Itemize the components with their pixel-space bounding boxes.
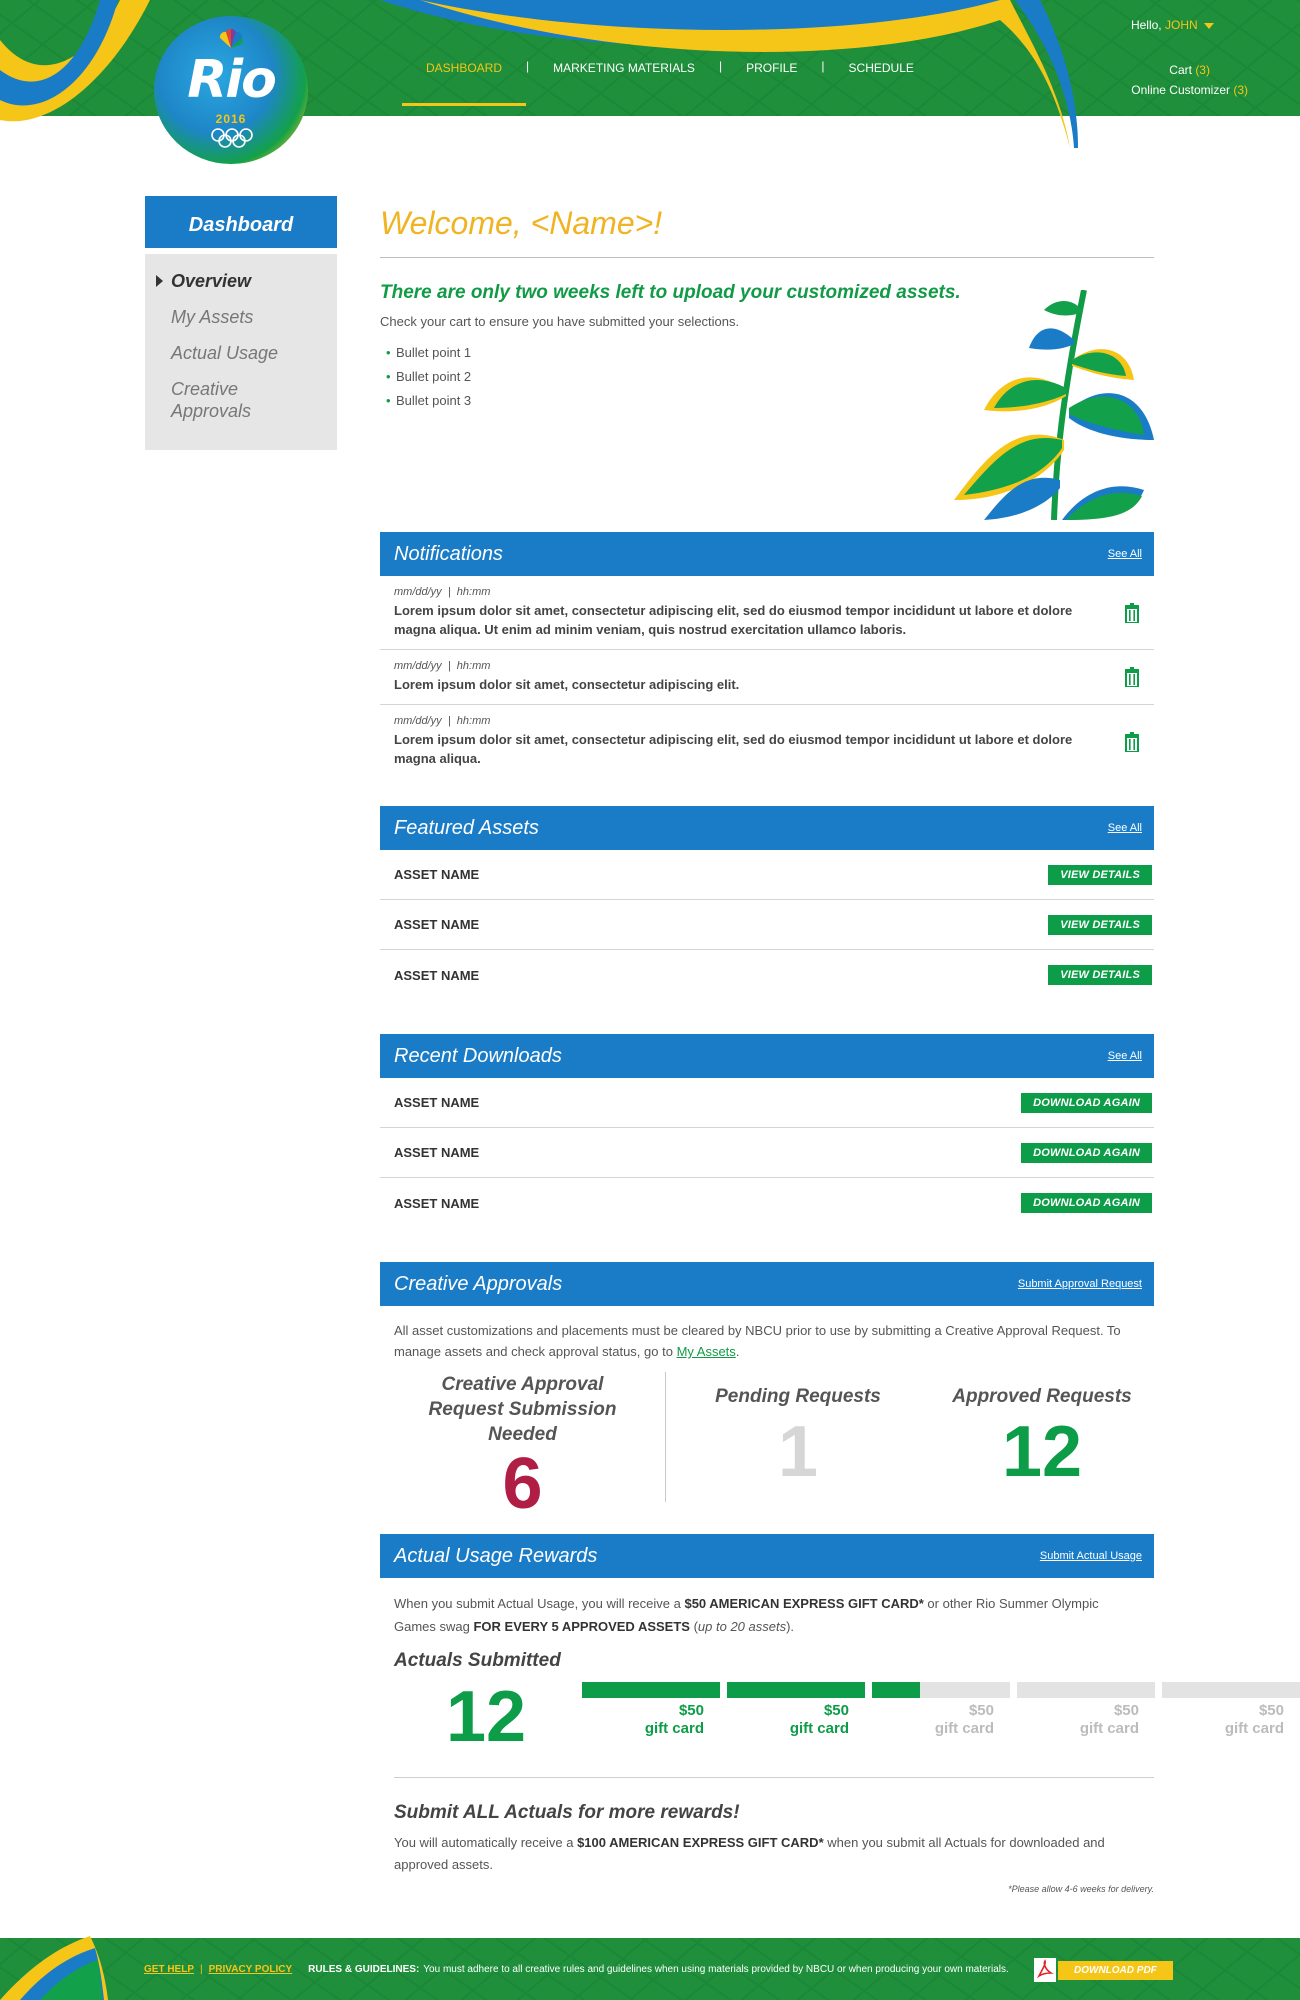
usage-text: When you submit Actual Usage, you will receive a: [394, 1596, 685, 1611]
notifications-list: [380, 576, 1154, 778]
list-item: • Bullet point 1: [380, 341, 1154, 365]
customizer-count: (3): [1233, 83, 1248, 97]
sidebar-item-overview[interactable]: Overview: [171, 270, 337, 292]
stat-pending: [666, 1372, 930, 1502]
gift-card-amount: $50: [968, 1702, 994, 1719]
trash-icon[interactable]: [1124, 732, 1140, 752]
caret-down-icon: [1204, 23, 1214, 29]
view-details-button[interactable]: VIEW DETAILS: [1048, 965, 1152, 985]
download-again-button[interactable]: DOWNLOAD AGAIN: [1021, 1093, 1152, 1113]
gift-card-text: gift card: [1079, 1720, 1139, 1737]
nav-marketing-materials[interactable]: MARKETING MATERIALS: [553, 61, 695, 75]
approvals-text-end: .: [735, 1344, 740, 1359]
stat-approved: [930, 1372, 1154, 1502]
gift-card-label: [1017, 1702, 1139, 1738]
cart-count: (3): [1195, 63, 1210, 77]
sidebar-item-creative-approvals[interactable]: Creative Approvals: [171, 379, 252, 421]
footer-separator: |: [200, 1963, 203, 1975]
reward-segment: [872, 1682, 1010, 1698]
sidebar-menu: [145, 254, 337, 450]
olympic-rings-icon: [210, 128, 254, 148]
asset-row: [380, 850, 1154, 900]
submit-approval-request-link[interactable]: Submit Approval Request: [1017, 1278, 1142, 1290]
sidebar: [145, 196, 337, 450]
usage-text-bold: FOR EVERY 5 APPROVED ASSETS: [473, 1619, 690, 1634]
asset-name: ASSET NAME: [394, 1195, 480, 1211]
asset-row: [380, 1078, 1154, 1128]
nav-separator: |: [821, 59, 825, 73]
reward-segment: [1017, 1682, 1155, 1698]
usage-text-italic: up to 20 assets: [697, 1619, 787, 1634]
notification-date: mm/dd/yy: [394, 715, 442, 727]
notification-time: hh:mm: [456, 660, 491, 672]
notification-time: hh:mm: [456, 715, 491, 727]
cart-link[interactable]: [1131, 60, 1248, 80]
reward-segment: [1162, 1682, 1300, 1698]
sidebar-item-my-assets[interactable]: My Assets: [171, 307, 254, 327]
logo-year: 2016: [215, 112, 247, 126]
greeting: Hello,: [1130, 18, 1162, 32]
all-text: You will automatically receive a: [394, 1835, 578, 1850]
notifications-see-all-link[interactable]: See All: [1107, 548, 1142, 560]
trash-icon[interactable]: [1124, 667, 1140, 687]
asset-name: ASSET NAME: [394, 1145, 480, 1160]
stat-label: Pending Requests: [715, 1386, 881, 1407]
gift-card-label: [1162, 1702, 1284, 1738]
reward-segment: [582, 1682, 720, 1698]
user-name: JOHN: [1164, 18, 1198, 32]
notification-message: Lorem ipsum dolor sit amet, consectetur adipiscing elit, sed do eiusmod tempor incididunt ut labore et dolore magna aliqua. Ut enim ad minim veniam, quis nostrud exercitation ullamco laboris.: [394, 603, 1073, 637]
nav-separator: |: [718, 59, 723, 73]
usage-text: ).: [786, 1619, 795, 1634]
main-content: [380, 196, 1284, 1894]
footer-swoosh-graphic: [0, 1916, 120, 2000]
featured-assets-title: Featured Assets: [394, 816, 539, 839]
rio-2016-logo[interactable]: [154, 16, 308, 164]
page-title: Welcome, <Name>!: [380, 196, 1154, 258]
actual-usage-header: [380, 1534, 1154, 1578]
stat-value: 1: [777, 1412, 819, 1492]
gift-card-text: gift card: [1224, 1720, 1284, 1737]
gift-card-label: [727, 1702, 849, 1738]
recent-downloads-header: [380, 1034, 1154, 1078]
usage-text-bold: $50 AMERICAN EXPRESS GIFT CARD*: [684, 1596, 924, 1611]
delivery-note: *Please allow 4-6 weeks for delivery.: [1008, 1884, 1154, 1894]
asset-row: [380, 1128, 1154, 1178]
all-actuals-title: Submit ALL Actuals for more rewards!: [394, 1802, 740, 1823]
my-assets-link[interactable]: My Assets: [676, 1344, 736, 1359]
meta-separator: |: [447, 586, 451, 598]
notifications-title: Notifications: [394, 542, 503, 565]
notification-message: Lorem ipsum dolor sit amet, consectetur adipiscing elit, sed do eiusmod tempor incididunt ut labore et dolore magna aliqua.: [394, 732, 1073, 766]
nav-schedule[interactable]: SCHEDULE: [848, 61, 914, 75]
gift-card-amount: $50: [1258, 1702, 1284, 1719]
gift-card-text: gift card: [789, 1720, 849, 1737]
meta-separator: |: [447, 660, 451, 672]
gift-card-label: [872, 1702, 994, 1738]
list-item: • Bullet point 2: [380, 365, 1154, 389]
notification-time: hh:mm: [456, 586, 491, 598]
reward-segment: [727, 1682, 865, 1698]
actuals-progress: [394, 1638, 1284, 1778]
usage-text: or other Rio Summer Olympic Games swag: [394, 1596, 1099, 1634]
actuals-value: 12: [446, 1677, 527, 1757]
rules-text: You must adhere to all creative rules and guidelines when using materials provided by NBCU or when producing your own materials.: [423, 1963, 1009, 1975]
asset-name: ASSET NAME: [394, 967, 480, 983]
footer-links: [144, 1938, 1009, 2000]
sidebar-title: Dashboard: [145, 196, 337, 254]
notification-item: [380, 576, 1154, 650]
stat-label: Creative Approval Request Submission Needed: [428, 1374, 617, 1445]
online-customizer-link[interactable]: [1131, 80, 1248, 100]
notification-item: [380, 705, 1154, 778]
notification-date: mm/dd/yy: [394, 586, 442, 598]
nav-profile[interactable]: PROFILE: [746, 61, 798, 75]
nbc-peacock-icon: [218, 28, 244, 50]
usage-description: [380, 1578, 1154, 1638]
user-menu[interactable]: [1131, 18, 1214, 32]
notifications-header: [380, 532, 1154, 576]
intro-headline: There are only two weeks left to upload your customized assets.: [380, 282, 961, 303]
site-footer: [0, 1938, 1300, 2000]
view-details-button[interactable]: VIEW DETAILS: [1048, 915, 1152, 935]
featured-see-all-link[interactable]: See All: [1107, 822, 1142, 834]
recent-downloads-title: Recent Downloads: [394, 1044, 562, 1067]
download-pdf-control[interactable]: [1034, 1958, 1173, 1982]
creative-approvals-title: Creative Approvals: [394, 1272, 563, 1295]
creative-approvals-header: [380, 1262, 1154, 1306]
gift-card-amount: $50: [1113, 1702, 1139, 1719]
asset-name: ASSET NAME: [394, 867, 480, 882]
approvals-text: All asset customizations and placements must be cleared by NBCU prior to use by submitting a Creative Approval Request. To manage assets and check approval status, go to: [394, 1323, 1121, 1359]
get-help-link[interactable]: GET HELP: [144, 1963, 195, 1975]
gift-card-amount: $50: [678, 1702, 704, 1719]
intro-section: [380, 282, 1154, 532]
main-nav: [402, 0, 938, 116]
approvals-description: [380, 1306, 1154, 1362]
sidebar-item-actual-usage[interactable]: Actual Usage: [171, 343, 279, 363]
usage-text: (: [689, 1619, 698, 1634]
gift-card-label: [582, 1702, 704, 1738]
downloads-see-all-link[interactable]: See All: [1107, 1050, 1142, 1062]
cart-info: [1131, 60, 1248, 100]
meta-separator: |: [447, 715, 451, 727]
rules-label: RULES & GUIDELINES:: [308, 1963, 420, 1975]
stat-submission-needed: [380, 1372, 666, 1524]
reward-segment-fill: [872, 1682, 920, 1698]
gift-card-text: gift card: [644, 1720, 704, 1737]
notification-message: Lorem ipsum dolor sit amet, consectetur adipiscing elit.: [394, 677, 740, 692]
privacy-policy-link[interactable]: PRIVACY POLICY: [208, 1963, 293, 1975]
stat-value: 12: [1001, 1412, 1083, 1492]
intro-subtext: Check your cart to ensure you have submitted your selections.: [380, 314, 740, 329]
gift-card-amount: $50: [823, 1702, 849, 1719]
download-again-button[interactable]: DOWNLOAD AGAIN: [1021, 1193, 1152, 1213]
actual-usage-title: Actual Usage Rewards: [394, 1544, 598, 1567]
leaf-illustration: [944, 290, 1154, 520]
view-details-button[interactable]: VIEW DETAILS: [1048, 865, 1152, 885]
asset-row: [380, 1178, 1154, 1228]
asset-row: [380, 950, 1154, 1000]
actuals-label: Actuals Submitted: [394, 1650, 561, 1671]
nav-separator: |: [526, 59, 530, 73]
stat-value: 6: [502, 1444, 543, 1524]
reward-segment-fill: [727, 1682, 865, 1698]
all-actuals-text: [394, 1832, 1154, 1876]
all-text: when you submit all Actuals for downloaded and approved assets.: [394, 1835, 1105, 1872]
stat-label: Approved Requests: [952, 1386, 1132, 1407]
trash-icon[interactable]: [1124, 603, 1140, 623]
notification-item: [380, 650, 1154, 705]
approval-stats: [380, 1372, 1154, 1524]
featured-assets-list: [380, 850, 1154, 1000]
notification-date: mm/dd/yy: [394, 660, 442, 672]
asset-name: ASSET NAME: [394, 1095, 480, 1110]
nav-dashboard[interactable]: DASHBOARD: [402, 10, 526, 126]
featured-assets-header: [380, 806, 1154, 850]
asset-name: ASSET NAME: [394, 917, 480, 932]
pdf-icon: [1034, 1958, 1056, 1982]
recent-downloads-list: [380, 1078, 1154, 1228]
reward-segment-fill: [582, 1682, 720, 1698]
submit-actual-usage-link[interactable]: Submit Actual Usage: [1039, 1550, 1142, 1562]
asset-row: [380, 900, 1154, 950]
all-text-bold: $100 AMERICAN EXPRESS GIFT CARD*: [577, 1835, 824, 1850]
download-again-button[interactable]: DOWNLOAD AGAIN: [1021, 1143, 1152, 1163]
customizer-label: Online Customizer: [1131, 83, 1230, 97]
cart-label: Cart: [1169, 63, 1192, 77]
download-pdf-button[interactable]: DOWNLOAD PDF: [1058, 1961, 1173, 1980]
list-item: • Bullet point 3: [380, 389, 1154, 413]
logo-wordmark: Rio: [187, 50, 275, 110]
gift-card-text: gift card: [934, 1720, 994, 1737]
